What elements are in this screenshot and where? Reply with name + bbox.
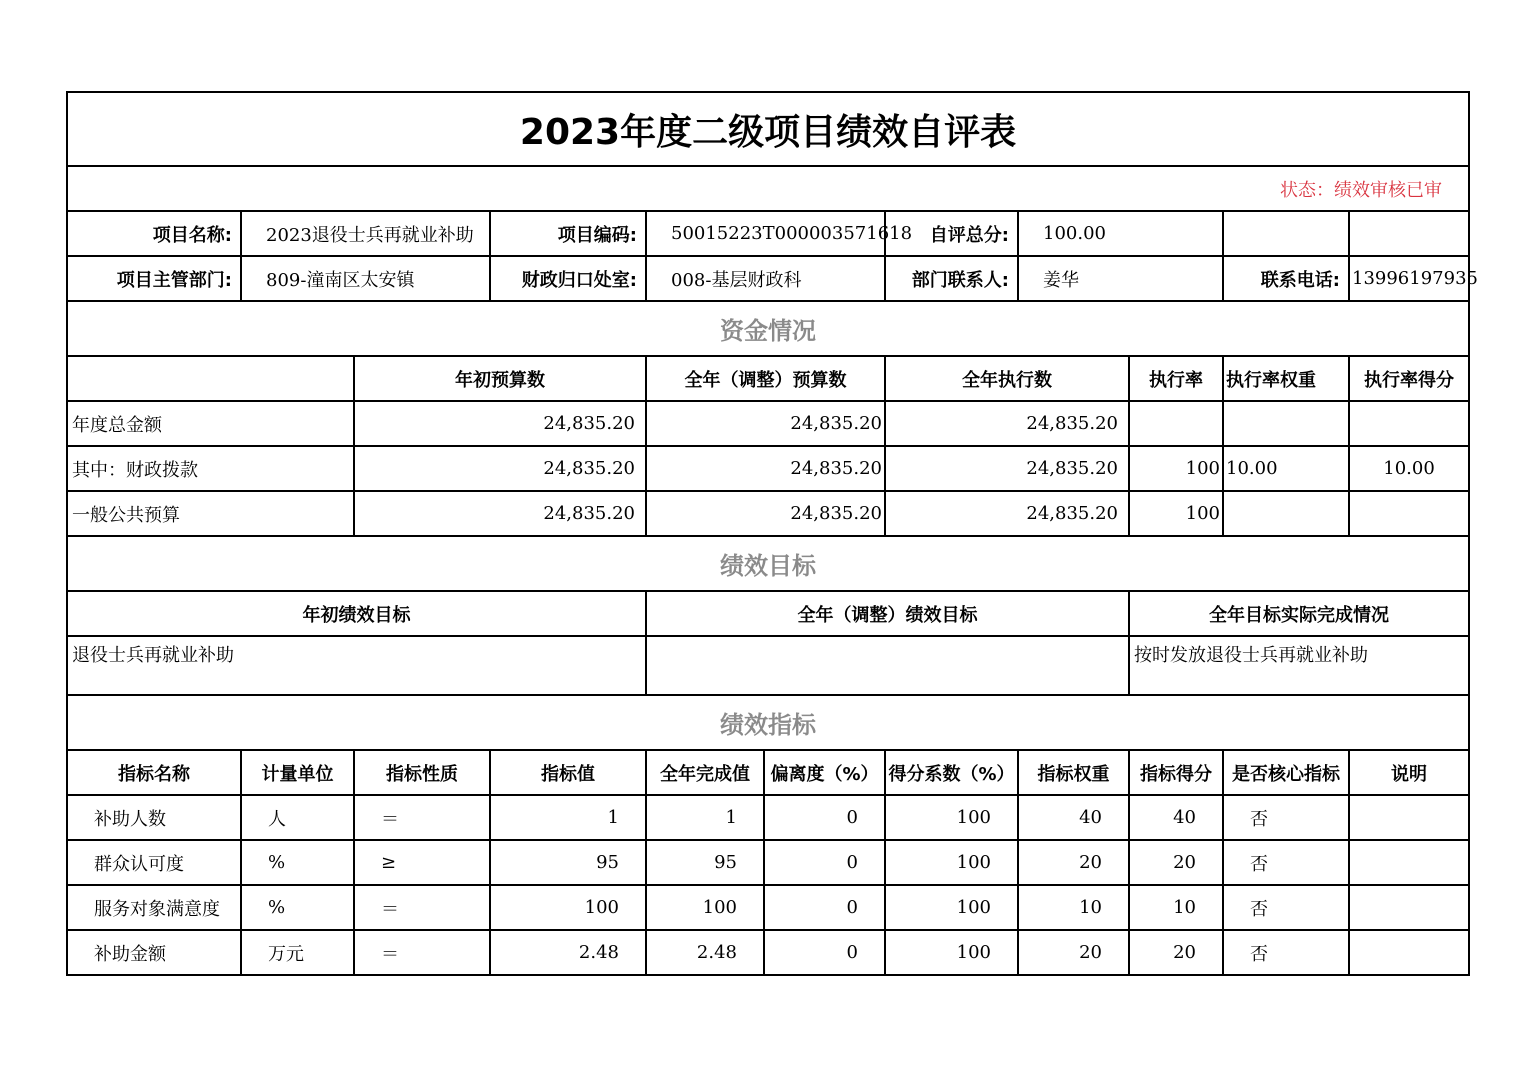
indicator-target: 1 <box>490 795 646 840</box>
indicator-done: 2.48 <box>646 930 764 975</box>
indicator-name: 群众认可度 <box>67 840 241 885</box>
indicator-unit: % <box>241 840 354 885</box>
contact-label: 部门联系人: <box>885 256 1018 301</box>
adjusted-goal-text <box>646 636 1129 695</box>
indicator-unit: 人 <box>241 795 354 840</box>
evaluation-grid <box>66 91 1478 976</box>
fund-name: 其中：财政拨款 <box>67 446 354 491</box>
indicator-score: 20 <box>1129 930 1223 975</box>
indicator-row <box>67 840 1469 885</box>
funds-section-title: 资金情况 <box>67 301 1469 356</box>
fund-rate: 100 <box>1129 491 1223 536</box>
fund-rate: 100 <box>1129 446 1223 491</box>
col-adjusted-goal: 全年（调整）绩效目标 <box>646 591 1129 636</box>
col-adjusted-budget: 全年（调整）预算数 <box>646 356 885 401</box>
col-actual-completion: 全年目标实际完成情况 <box>1129 591 1469 636</box>
indicator-name: 补助人数 <box>67 795 241 840</box>
indicator-core: 否 <box>1223 930 1349 975</box>
fund-adjusted: 24,835.20 <box>646 446 885 491</box>
indicator-nature: ＝ <box>354 885 490 930</box>
funds-row <box>67 401 1469 446</box>
col-initial-goal: 年初绩效目标 <box>67 591 646 636</box>
col-note: 说明 <box>1349 750 1469 795</box>
col-done: 全年完成值 <box>646 750 764 795</box>
indicator-target: 2.48 <box>490 930 646 975</box>
indicator-note <box>1349 930 1469 975</box>
col-executed: 全年执行数 <box>885 356 1129 401</box>
status-badge: 状态：绩效审核已审 <box>67 166 1469 211</box>
dept-value: 809-潼南区太安镇 <box>241 256 490 301</box>
fund-initial: 24,835.20 <box>354 491 646 536</box>
goals-section-title: 绩效目标 <box>67 536 1469 591</box>
empty-cell <box>67 356 354 401</box>
col-rate-weight: 执行率权重 <box>1223 356 1349 401</box>
indicator-score: 10 <box>1129 885 1223 930</box>
empty-cell <box>1349 211 1469 256</box>
indicator-done: 95 <box>646 840 764 885</box>
col-nature: 指标性质 <box>354 750 490 795</box>
indicator-done: 100 <box>646 885 764 930</box>
col-score: 指标得分 <box>1129 750 1223 795</box>
fund-rate <box>1129 401 1223 446</box>
contact-value: 姜华 <box>1018 256 1223 301</box>
funds-row <box>67 491 1469 536</box>
indicator-nature: ＝ <box>354 795 490 840</box>
project-name-label: 项目名称: <box>67 211 241 256</box>
indicator-deviation: 0 <box>764 930 885 975</box>
indicator-coefficient: 100 <box>885 840 1018 885</box>
fund-score <box>1349 491 1469 536</box>
fund-weight <box>1223 401 1349 446</box>
col-deviation: 偏离度（%） <box>764 750 885 795</box>
fund-score <box>1349 401 1469 446</box>
project-name-value: 2023退役士兵再就业补助 <box>241 211 490 256</box>
fund-initial: 24,835.20 <box>354 446 646 491</box>
fund-name: 一般公共预算 <box>67 491 354 536</box>
indicator-nature: ≥ <box>354 840 490 885</box>
col-initial-budget: 年初预算数 <box>354 356 646 401</box>
finance-office-label: 财政归口处室: <box>490 256 646 301</box>
project-code-value: 50015223T000003571618 <box>646 211 885 256</box>
indicator-target: 100 <box>490 885 646 930</box>
fund-executed: 24,835.20 <box>885 401 1129 446</box>
indicator-deviation: 0 <box>764 840 885 885</box>
indicator-coefficient: 100 <box>885 885 1018 930</box>
funds-row <box>67 446 1469 491</box>
fund-executed: 24,835.20 <box>885 446 1129 491</box>
indicator-score: 40 <box>1129 795 1223 840</box>
indicator-unit: 万元 <box>241 930 354 975</box>
indicator-nature: ＝ <box>354 930 490 975</box>
fund-score: 10.00 <box>1349 446 1469 491</box>
col-core: 是否核心指标 <box>1223 750 1349 795</box>
col-coefficient: 得分系数（%） <box>885 750 1018 795</box>
project-code-label: 项目编码: <box>490 211 646 256</box>
fund-executed: 24,835.20 <box>885 491 1129 536</box>
funds-header-row <box>67 356 1469 401</box>
performance-table <box>66 91 1478 975</box>
indicator-weight: 20 <box>1018 840 1129 885</box>
goals-header-row <box>67 591 1469 636</box>
indicators-section-title: 绩效指标 <box>67 695 1469 750</box>
indicator-name: 服务对象满意度 <box>67 885 241 930</box>
indicator-weight: 40 <box>1018 795 1129 840</box>
indicator-target: 95 <box>490 840 646 885</box>
indicator-weight: 10 <box>1018 885 1129 930</box>
col-unit: 计量单位 <box>241 750 354 795</box>
initial-goal-text: 退役士兵再就业补助 <box>67 636 646 695</box>
fund-adjusted: 24,835.20 <box>646 401 885 446</box>
empty-cell <box>1223 211 1349 256</box>
indicator-deviation: 0 <box>764 795 885 840</box>
indicator-deviation: 0 <box>764 885 885 930</box>
finance-office-value: 008-基层财政科 <box>646 256 885 301</box>
page-title: 2023年度二级项目绩效自评表 <box>67 92 1469 166</box>
fund-adjusted: 24,835.20 <box>646 491 885 536</box>
indicator-note <box>1349 885 1469 930</box>
indicator-name: 补助金额 <box>67 930 241 975</box>
indicator-core: 否 <box>1223 885 1349 930</box>
dept-label: 项目主管部门: <box>67 256 241 301</box>
indicator-core: 否 <box>1223 840 1349 885</box>
col-weight: 指标权重 <box>1018 750 1129 795</box>
info-row-2 <box>67 256 1469 301</box>
info-row-1 <box>67 211 1469 256</box>
indicator-coefficient: 100 <box>885 795 1018 840</box>
fund-weight: 10.00 <box>1223 446 1349 491</box>
indicator-core: 否 <box>1223 795 1349 840</box>
fund-weight <box>1223 491 1349 536</box>
indicator-row <box>67 930 1469 975</box>
indicator-row <box>67 885 1469 930</box>
indicator-row <box>67 795 1469 840</box>
indicator-done: 1 <box>646 795 764 840</box>
indicator-unit: % <box>241 885 354 930</box>
fund-initial: 24,835.20 <box>354 401 646 446</box>
total-score-label: 自评总分: <box>885 211 1018 256</box>
indicator-note <box>1349 795 1469 840</box>
indicator-weight: 20 <box>1018 930 1129 975</box>
total-score-value: 100.00 <box>1018 211 1223 256</box>
indicator-coefficient: 100 <box>885 930 1018 975</box>
col-exec-rate: 执行率 <box>1129 356 1223 401</box>
phone-value: 13996197935 <box>1349 256 1469 301</box>
indicators-header-row <box>67 750 1469 795</box>
goals-row <box>67 636 1469 695</box>
fund-name: 年度总金额 <box>67 401 354 446</box>
indicator-note <box>1349 840 1469 885</box>
col-rate-score: 执行率得分 <box>1349 356 1469 401</box>
col-indicator-name: 指标名称 <box>67 750 241 795</box>
actual-completion-text: 按时发放退役士兵再就业补助 <box>1129 636 1469 695</box>
col-target: 指标值 <box>490 750 646 795</box>
indicator-score: 20 <box>1129 840 1223 885</box>
phone-label: 联系电话: <box>1223 256 1349 301</box>
